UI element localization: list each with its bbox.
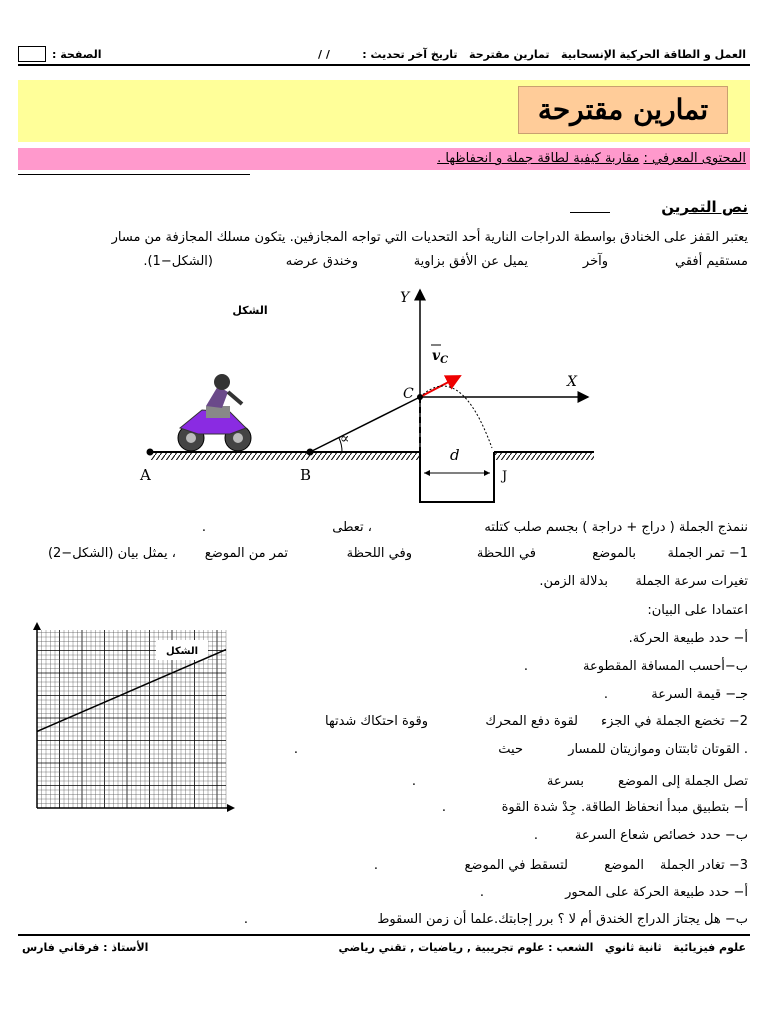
intro-line-2c: يميل عن الأفق بزاوية (413, 254, 528, 269)
q1-part-g: تغيرات سرعة الجملة (635, 574, 748, 589)
velocity-vector (420, 376, 460, 397)
point-j-label: J (502, 469, 508, 484)
q2b-end: . (533, 828, 538, 843)
q1-part-a: 1− تمر الجملة (667, 546, 748, 561)
q1-part-c: في اللحظة (476, 546, 536, 561)
angle-label: ∝ (340, 431, 350, 447)
content-line (18, 148, 750, 170)
q2b: ب− حدد خصائص شعاع السرعة (574, 828, 748, 843)
q1-part-f: ، يمثل بيان (الشكل−2) (47, 546, 176, 561)
q1c: جـ− قيمة السرعة (651, 687, 748, 702)
divider (18, 174, 250, 175)
q3-part-b: الموضع (604, 858, 644, 873)
page-header (18, 44, 750, 66)
exercise-heading: نص التمرين (661, 198, 748, 216)
footer-info: علوم فيزيائية ثانية ثانوي الشعب : علوم تجريبية , رياضيات , تقني رياضي (338, 941, 746, 954)
q2a-end: . (441, 800, 446, 815)
q1-part-d: وفي اللحظة (346, 546, 412, 561)
ground-hatch (150, 452, 420, 460)
q3a-end: . (479, 885, 484, 900)
point-c-label: C (403, 386, 414, 402)
header-title: العمل و الطاقة الحركية الإنسحابية تمارين مقترحة تاريخ آخر تحديث : (362, 48, 746, 61)
point-d-label: d (450, 446, 460, 464)
figure-2-chart (28, 620, 238, 820)
q2-part-g: تصل الجملة إلى الموضع (617, 774, 748, 789)
point-a-dot (147, 449, 154, 456)
q2-part-i: . (411, 774, 416, 789)
chart-y-arrow (33, 622, 41, 630)
q3-part-d: . (373, 858, 378, 873)
q1-part-b: بالموضع (592, 546, 636, 561)
q2a: أ− بتطبيق مبدأ انحفاظ الطاقة. جِدْ شدة القوة (501, 800, 748, 815)
q2-part-c: وقوة احتكاك شدتها (325, 714, 428, 729)
model-line-b: ، تعطى (332, 520, 372, 535)
ramp (310, 397, 420, 452)
figure-2-label: الشكل (165, 646, 199, 657)
q2-part-h: بسرعة (546, 774, 584, 789)
footer-teacher: الأستاذ : فرقاني فارس (22, 941, 149, 954)
q2-part-b: لقوة دفع المحرك (485, 714, 578, 729)
page-number-box (18, 46, 46, 62)
q3-part-c: لتسقط في الموضع (464, 858, 568, 873)
point-b-dot (307, 449, 314, 456)
ground-hatch-right (494, 452, 594, 460)
q3b-end: . (243, 912, 248, 927)
intro-line-2d: وخندق عرضه (285, 254, 358, 269)
q1-part-e: تمر من الموضع (204, 546, 288, 561)
intro-line-2b: وآخر (582, 254, 608, 269)
q3a: أ− حدد طبيعة الحركة على المحور (565, 885, 748, 900)
q3b: ب− هل يجتاز الدراج الخندق أم لا ؟ برر إجابتك.علما أن زمن السقوط (377, 912, 748, 927)
content-text: مقاربة كيفية لطاقة جملة و انحفاظها . (437, 151, 640, 166)
q2-part-d: . القوتان ثابتتان وموازيتان للمسار (568, 742, 748, 757)
q2-part-a: 2− تخضع الجملة في الجزء (601, 714, 748, 729)
q1-part-h: بدلالة الزمن. (539, 574, 608, 589)
point-a-label: A (140, 466, 151, 484)
q2-part-f: . (293, 742, 298, 757)
figure-1-label: الشكل (232, 304, 268, 317)
model-line-c: . (201, 520, 206, 535)
banner-title: تمارين مقترحة (518, 86, 728, 134)
axis-x-label: X (567, 374, 577, 390)
trajectory (420, 386, 492, 448)
chart-x-arrow (227, 804, 235, 812)
point-b-label: B (300, 466, 312, 484)
intro-line-2e: (الشكل−1). (143, 254, 213, 269)
header-date: / / (318, 48, 330, 61)
header-page: الصفحة : (18, 46, 101, 62)
content-label: المحتوى المعرفي : (643, 151, 746, 166)
q1c-end: . (603, 687, 608, 702)
axis-y-label: Y (400, 290, 410, 306)
page-footer (18, 934, 750, 956)
model-line-a: ننمذج الجملة ( دراج + دراجة ) بجسم صلب كتلته (484, 520, 748, 535)
title-band (18, 80, 750, 142)
q1a: أ− حدد طبيعة الحركة. (628, 631, 748, 646)
q2-part-e: حيث (498, 742, 523, 757)
q1b-end: . (523, 659, 528, 674)
figure-1-diagram (110, 280, 600, 510)
point-c-dot (417, 394, 423, 400)
intro-line-1: يعتبر القفز على الخنادق بواسطة الدراجات النارية أحد التحديات التي تواجه المجازفين. يتكون مسلك المجازفة من مسار (111, 230, 748, 245)
q3-part-a: 3− تغادر الجملة (659, 858, 748, 873)
q1b: ب−أحسب المسافة المقطوعة (582, 659, 748, 674)
intro-line-2a: مستقيم أفقي (674, 254, 748, 269)
based-on-graph: اعتمادا على البيان: (647, 603, 748, 618)
motorcycle-icon (178, 374, 251, 451)
divider (570, 212, 610, 213)
velocity-label: $v_C$ (432, 348, 449, 366)
